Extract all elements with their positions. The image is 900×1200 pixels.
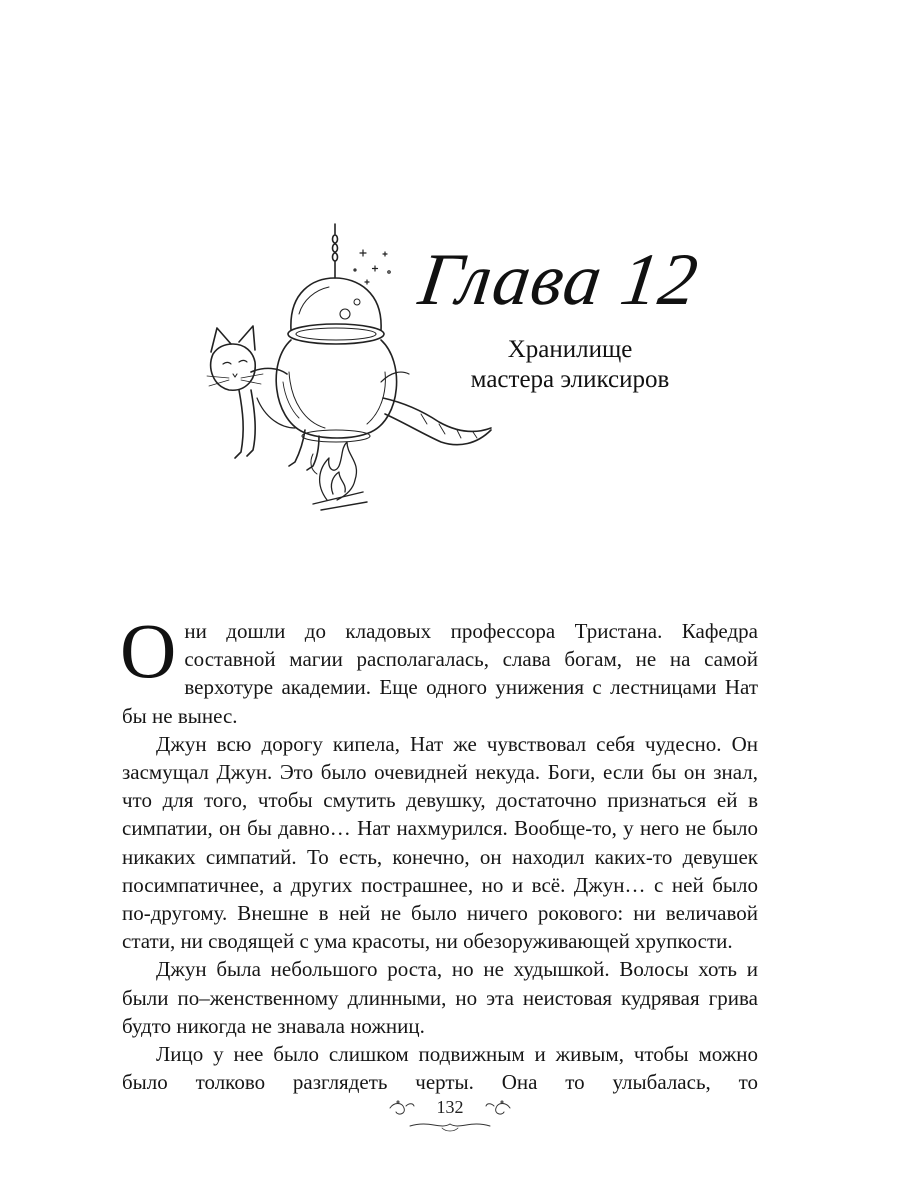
cauldron-icon bbox=[276, 278, 396, 442]
paragraph-2: Джун всю дорогу кипела, Нат же чувствовал себя чудесно. Он засмущал Джун. Это было очевидней некуда. Боги, если бы он знал, что для того, чтобы смутить девушку, достаточно признаться ей в симпатии, он бы давно… Нат нахмурился. Вообще-то, у него не было никаких симпатий. То есть, конечно, он находил каких-то девушек посимпатичнее, а других пострашнее, но и всё. Джун… с ней было по-другому. Внешне в ней не было ничего рокового: ни величавой стати, ни сводящей с ума красоты, ни обезоруживающей хрупкости. bbox=[122, 731, 758, 954]
drop-cap: О bbox=[120, 607, 177, 694]
paragraph-3: Джун была небольшого роста, но не худышкой. Волосы хоть и были по–женственному длинными, но эта неистовая кудрявая грива будто никогда не знавала ножниц. bbox=[122, 957, 758, 1038]
paragraph-1 bbox=[120, 607, 758, 730]
paragraph-1-text: ни дошли до кладовых профессора Тристана. Кафедра составной магии располагалась, слава богам, не на самой верхотуре академии. Еще одного унижения с лестницами Нат бы не вынес. bbox=[122, 619, 758, 728]
chapter-title: Глава 12 bbox=[414, 239, 704, 321]
body-text bbox=[120, 607, 758, 1096]
page-number: 132 bbox=[436, 1097, 464, 1117]
chapter-subtitle-line2: мастера эликсиров bbox=[470, 366, 670, 393]
chapter-subtitle-line1: Хранилище bbox=[507, 336, 633, 363]
chain-icon bbox=[333, 224, 338, 278]
page-footer bbox=[380, 1096, 520, 1136]
flame-icon bbox=[311, 442, 367, 510]
paragraph-4: Лицо у нее было слишком подвижным и живым, чтобы можно было толково разглядеть черты. Она то улыбалась, то bbox=[122, 1042, 758, 1095]
sparkle-icon bbox=[354, 250, 390, 284]
chapter-subtitle bbox=[440, 335, 700, 395]
